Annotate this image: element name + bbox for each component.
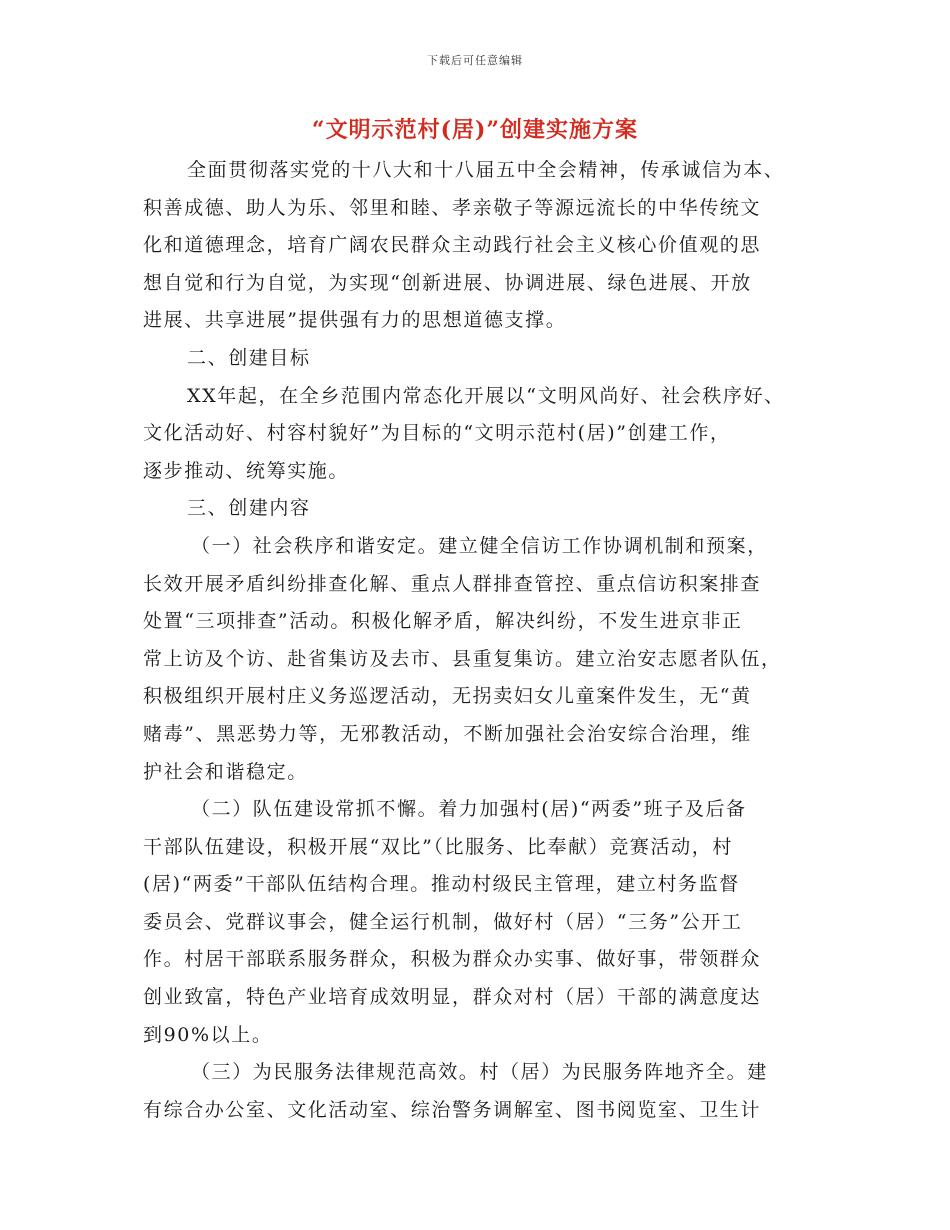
document-body	[143, 152, 815, 1129]
document-title: “文明示范村(居)”创建实施方案	[311, 117, 639, 143]
paragraph-line: 逐步推动、统筹实施。	[143, 459, 350, 482]
paragraph-line: 想自觉和行为自觉，为实现“创新进展、协调进展、绿色进展、开放	[143, 271, 752, 294]
paragraph-line: （一）社会秩序和谐安定。建立健全信访工作协调机制和预案，	[191, 534, 768, 557]
paragraph-line: (居)“两委”干部队伍结构合理。推动村级民主管理，建立村务监督	[143, 873, 740, 896]
section-heading: 二、创建目标	[187, 346, 311, 369]
paragraph-line: 处置“三项排查”活动。积极化解矛盾，解决纠纷，不发生进京非正	[143, 610, 743, 633]
paragraph-line: 创业致富，特色产业培育成效明显，群众对村（居）干部的满意度达	[143, 986, 762, 1009]
paragraph-line: 全面贯彻落实党的十八大和十八届五中全会精神，传承诚信为本、	[187, 159, 785, 181]
paragraph-line: 进展、共享进展”提供强有力的思想道德支撑。	[143, 309, 567, 332]
paragraph-line: （三）为民服务法律规范高效。村（居）为民服务阵地齐全。建	[191, 1061, 768, 1084]
paragraph-line: 积极组织开展村庄义务巡逻活动，无拐卖妇女儿童案件发生，无“黄	[143, 685, 752, 708]
paragraph-line: 护社会和谐稳定。	[143, 760, 308, 783]
paragraph-line: 赌毒”、黑恶势力等，无邪教活动，不断加强社会治安综合治理，维	[143, 722, 752, 745]
paragraph-line: XX年起，在全乡范围内常态化开展以“文明风尚好、社会秩序好、	[187, 384, 785, 407]
paragraph-line: 作。村居干部联系服务群众，积极为群众办实事、做好事，带领群众	[143, 948, 762, 971]
paragraph-line: 积善成德、助人为乐、邻里和睦、孝亲敬子等源远流长的中华传统文	[143, 196, 762, 219]
paragraph-line: 化和道德理念，培育广阔农民群众主动践行社会主义核心价值观的思	[143, 234, 762, 257]
paragraph-line: （二）队伍建设常抓不懈。着力加强村(居)“两委”班子及后备	[191, 798, 747, 821]
paragraph-line: 到90%以上。	[143, 1023, 273, 1046]
section-heading: 三、创建内容	[187, 497, 311, 520]
paragraph-line: 有综合办公室、文化活动室、综治警务调解室、图书阅览室、卫生计	[143, 1098, 762, 1121]
paragraph-line: 文化活动好、村容村貌好”为目标的“文明示范村(居)”创建工作，	[143, 422, 731, 445]
paragraph-line: 常上访及个访、赴省集访及去市、县重复集访。建立治安志愿者队伍，	[143, 647, 782, 670]
download-note: 下载后可任意编辑	[427, 54, 523, 67]
paragraph-line: 干部队伍建设，积极开展“双比”（比服务、比奉献）竞赛活动，村	[143, 835, 733, 858]
paragraph-line: 长效开展矛盾纠纷排查化解、重点人群排查管控、重点信访积案排查	[143, 572, 762, 595]
paragraph-line: 委员会、党群议事会，健全运行机制，做好村（居）“三务”公开工	[143, 910, 743, 933]
